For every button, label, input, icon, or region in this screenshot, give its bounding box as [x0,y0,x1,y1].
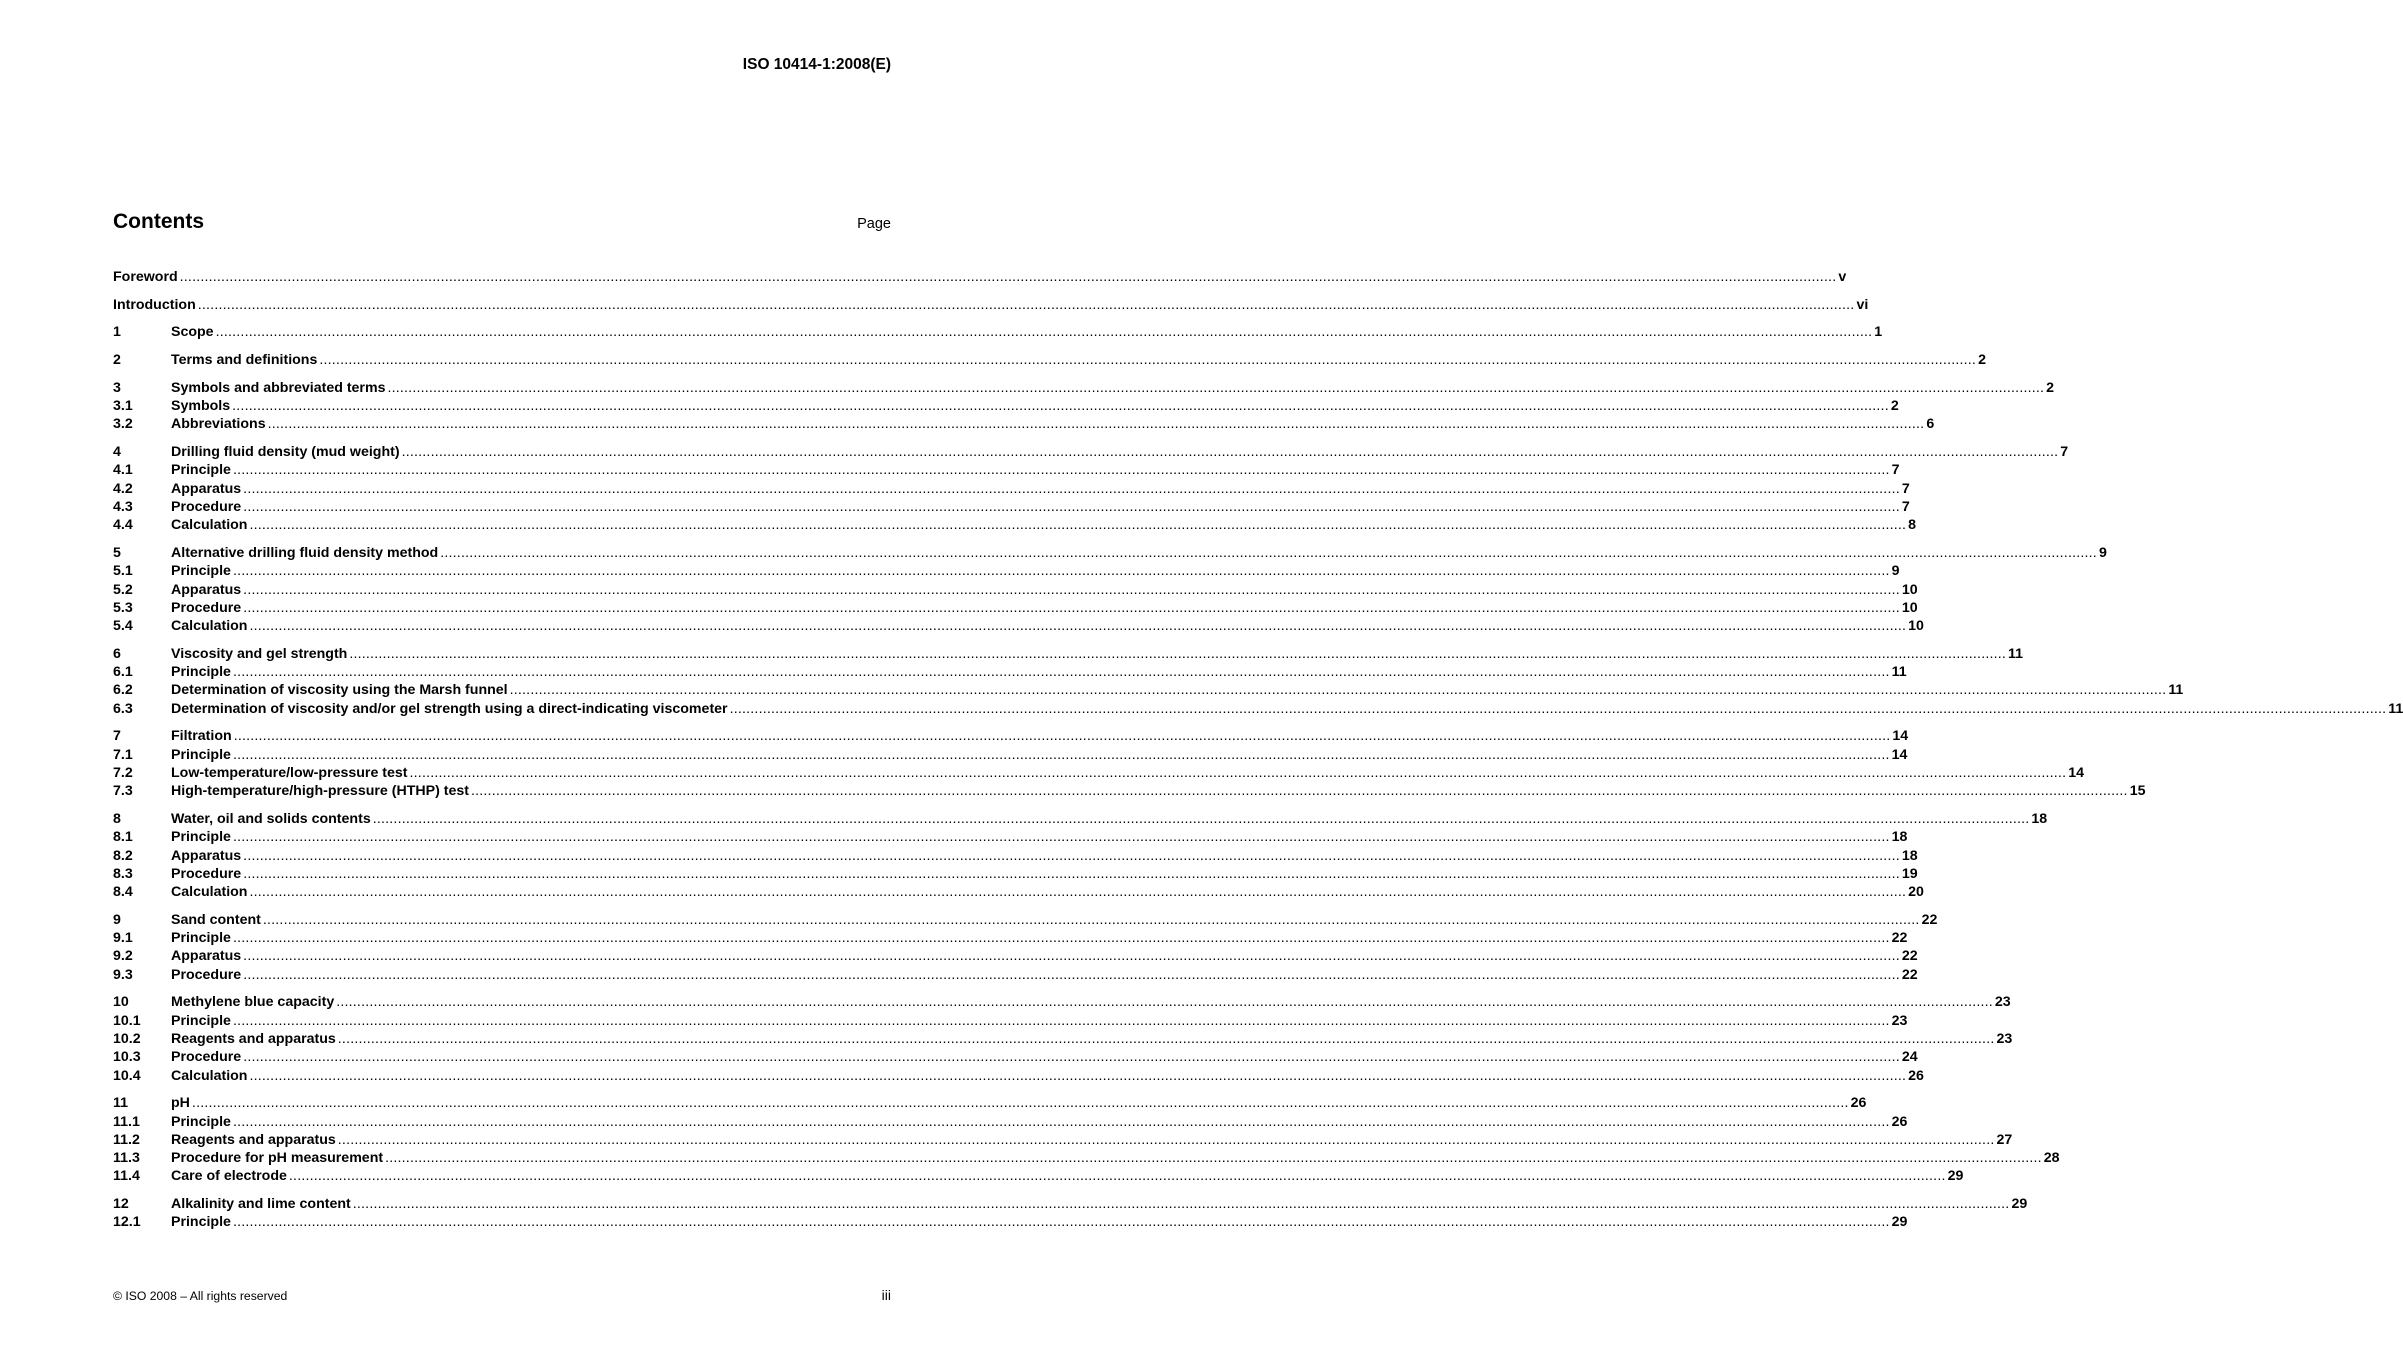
toc-dot-leader: ................................................................................................................................................................................................................................................................................................................................................................................................................ [243,1049,1900,1066]
toc-entry-number: 8.3 [113,865,133,882]
toc-dot-leader: ................................................................................................................................................................................................................................................................................................................................................................................................................ [336,994,1993,1011]
toc-entry[interactable] [113,1048,1918,1066]
toc-entry[interactable] [113,1113,1908,1131]
toc-entry-page: 29 [2011,1196,2028,1213]
toc-entry-page: 18 [2031,810,2048,827]
toc-dot-leader: ................................................................................................................................................................................................................................................................................................................................................................................................................ [243,498,1900,515]
toc-dot-leader: ................................................................................................................................................................................................................................................................................................................................................................................................................ [249,517,1907,534]
toc-group [113,645,2403,718]
toc-entry-number: 11.3 [113,1150,140,1167]
toc-entry-number: 7.2 [113,764,133,781]
toc-entry-page: 2 [2046,379,2055,396]
toc-entry-title: Principle [171,829,231,846]
toc-entry-title: Low-temperature/low-pressure test [171,764,408,781]
toc-entry-page: 29 [1947,1168,1964,1185]
toc-group [113,810,2048,901]
toc-entry-number: 9.2 [113,948,133,965]
toc-entry-title: Principle [171,462,231,479]
toc-entry-title: Symbols [171,398,231,415]
toc-entry-title: Determination of viscosity using the Marsh funnel [171,682,508,699]
toc-entry-page: 28 [2043,1150,2060,1167]
toc-entry-title: Determination of viscosity and/or gel strength using a direct-indicating viscometer [171,700,728,717]
toc-dot-leader: ................................................................................................................................................................................................................................................................................................................................................................................................................ [349,645,2007,662]
toc-entry-number: 4.3 [113,498,133,515]
toc-dot-leader: ................................................................................................................................................................................................................................................................................................................................................................................................................ [729,700,2387,717]
toc-entry[interactable] [113,379,2055,397]
toc-dot-leader: ................................................................................................................................................................................................................................................................................................................................................................................................................ [232,1113,1890,1130]
toc-entry-number: 11 [113,1095,128,1112]
toc-entry-title: Scope [171,324,214,341]
toc-dot-leader: ................................................................................................................................................................................................................................................................................................................................................................................................................ [232,829,1890,846]
toc-entry[interactable] [113,681,2184,699]
toc-entry-page: 14 [1892,728,1909,745]
toc-dot-leader: ................................................................................................................................................................................................................................................................................................................................................................................................................ [232,746,1890,763]
toc-entry-page: 11 [2388,700,2403,717]
toc-entry-page: 11 [2168,682,2184,699]
toc-entry-title: Apparatus [171,847,242,864]
toc-entry[interactable] [113,443,2069,461]
toc-entry-number: 6.1 [113,664,133,681]
toc-entry-number: 4.1 [113,462,133,479]
toc-group [113,379,2055,434]
toc-entry-number: 4.4 [113,517,133,534]
toc-entry[interactable] [113,966,1918,984]
toc-entry-title: pH [171,1095,190,1112]
toc-entry-title: Filtration [171,728,232,745]
toc-dot-leader: ................................................................................................................................................................................................................................................................................................................................................................................................................ [243,581,1900,598]
toc-entry-number: 11.4 [113,1168,140,1185]
toc-entry-title: Reagents and apparatus [171,1030,336,1047]
toc-dot-leader: ................................................................................................................................................................................................................................................................................................................................................................................................................ [243,847,1900,864]
toc-entry-page: 11 [2008,645,2024,662]
toc-entry[interactable] [113,415,1935,433]
toc-entry-page: 8 [1908,517,1917,534]
contents-title: Contents [113,210,204,233]
toc-entry-number: 4 [113,444,121,461]
toc-entry-number: 7.3 [113,783,133,800]
toc-dot-leader: ................................................................................................................................................................................................................................................................................................................................................................................................................ [191,1095,1849,1112]
toc-entry[interactable] [113,1067,1924,1085]
toc-dot-leader: ................................................................................................................................................................................................................................................................................................................................................................................................................ [232,398,1889,415]
toc-entry[interactable] [113,480,1910,498]
toc-entry-number: 2 [113,352,121,369]
toc-entry-page: 14 [2068,764,2084,781]
toc-entry-title: Calculation [171,618,248,635]
toc-dot-leader: ................................................................................................................................................................................................................................................................................................................................................................................................................ [288,1168,1946,1185]
toc-entry-title: Apparatus [171,948,242,965]
toc-entry[interactable] [113,323,1883,341]
document-id: ISO 10414-1:2008(E) [742,56,891,73]
toc-entry-page: 22 [1901,948,1918,965]
toc-entry-title: Principle [171,1214,231,1231]
toc-dot-leader: ................................................................................................................................................................................................................................................................................................................................................................................................................ [232,664,1890,681]
toc-entry-number: 10.1 [113,1012,141,1029]
toc-group [113,993,2013,1084]
toc-entry-page: 1 [1874,324,1883,341]
toc-entry-page: 18 [1891,829,1908,846]
toc-entry[interactable] [113,993,2011,1011]
toc-entry-title: Calculation [171,517,248,534]
toc-entry[interactable] [113,1213,1908,1231]
toc-entry-page: 15 [2129,783,2146,800]
toc-entry-title: Reagents and apparatus [171,1131,336,1148]
toc-entry[interactable] [113,1195,2028,1213]
toc-entry-page: 19 [1901,865,1918,882]
toc-entry-number: 8.2 [113,847,133,864]
toc-entry-page: 6 [1926,416,1935,433]
footer-page-number: iii [881,1287,891,1303]
toc-entry-title: Terms and definitions [171,352,318,369]
toc-entry-title: Viscosity and gel strength [171,645,348,662]
toc-entry[interactable] [113,461,1900,479]
toc-entry-number: 6.3 [113,700,133,717]
toc-entry-title: Symbols and abbreviated terms [171,379,386,396]
toc-entry-title: High-temperature/high-pressure (HTHP) test [171,783,469,800]
toc-entry[interactable] [113,544,2107,562]
toc-entry[interactable] [113,1149,2060,1167]
toc-entry-title: Procedure [171,498,242,515]
page-column-label: Page [857,216,891,232]
toc-dot-leader: ................................................................................................................................................................................................................................................................................................................................................................................................................ [243,599,1900,616]
toc-entry-page: 10 [1901,599,1918,616]
toc-entry-title: Foreword [113,269,178,285]
toc-dot-leader: ................................................................................................................................................................................................................................................................................................................................................................................................................ [232,930,1890,947]
toc-entry[interactable] [113,746,1908,764]
toc-entry[interactable] [113,700,2403,718]
toc-entry[interactable] [113,929,1908,947]
toc-entry[interactable] [113,847,1918,865]
toc-entry-title: Principle [171,664,231,681]
toc-entry-page: 9 [1891,563,1900,580]
toc-group [113,544,2107,635]
toc-entry-page: vi [1856,296,1869,313]
toc-entry-number: 8 [113,810,121,827]
toc-entry-page: 20 [1908,884,1924,901]
toc-entry-number: 9 [113,911,121,928]
toc-entry-number: 6 [113,645,121,662]
toc-entry-page: 26 [1891,1113,1908,1130]
toc-dot-leader: ................................................................................................................................................................................................................................................................................................................................................................................................................ [387,379,2045,396]
toc-dot-leader: ................................................................................................................................................................................................................................................................................................................................................................................................................ [232,1214,1890,1231]
toc-dot-leader: ................................................................................................................................................................................................................................................................................................................................................................................................................ [249,618,1907,635]
toc-entry[interactable] [113,1030,2013,1048]
toc-entry-number: 11.1 [113,1113,140,1130]
toc-group [113,911,1938,984]
toc-entry[interactable] [113,764,2084,782]
toc-entry-title: Drilling fluid density (mud weight) [171,444,400,461]
toc-entry[interactable] [113,1094,1867,1112]
toc-entry-number: 9.1 [113,930,133,947]
toc-entry-title: Calculation [171,884,248,901]
toc-entry[interactable] [113,947,1918,965]
toc-group [113,727,2146,800]
toc-entry-page: 22 [1921,911,1938,928]
toc-dot-leader: ................................................................................................................................................................................................................................................................................................................................................................................................................ [337,1131,1995,1148]
toc-dot-leader: ................................................................................................................................................................................................................................................................................................................................................................................................................ [267,416,1925,433]
toc-entry[interactable] [113,599,1918,617]
toc-dot-leader: ................................................................................................................................................................................................................................................................................................................................................................................................................ [470,783,2128,800]
toc-dot-leader: ................................................................................................................................................................................................................................................................................................................................................................................................................ [249,1067,1907,1084]
toc-entry-number: 12.1 [113,1214,141,1231]
toc-entry-number: 5.2 [113,581,133,598]
toc-entry-number: 5.3 [113,599,133,616]
toc-entry[interactable] [113,1131,2013,1149]
toc-dot-leader: ................................................................................................................................................................................................................................................................................................................................................................................................................ [385,1150,2042,1167]
toc-dot-leader: ................................................................................................................................................................................................................................................................................................................................................................................................................ [243,865,1900,882]
toc-entry-page: 7 [1891,462,1900,479]
table-of-contents [113,268,2403,1241]
toc-entry-page: 23 [1994,994,2011,1011]
toc-entry-title: Procedure [171,865,242,882]
toc-entry-page: v [1838,269,1847,285]
toc-entry-title: Alkalinity and lime content [171,1196,351,1213]
toc-dot-leader: ................................................................................................................................................................................................................................................................................................................................................................................................................ [243,948,1900,965]
toc-entry-title: Alternative drilling fluid density method [171,544,439,561]
toc-group [113,296,1869,314]
toc-entry-title: Principle [171,1012,231,1029]
toc-entry-title: Principle [171,1113,231,1130]
toc-dot-leader: ................................................................................................................................................................................................................................................................................................................................................................................................................ [232,1012,1890,1029]
footer-copyright: © ISO 2008 – All rights reserved [113,1289,288,1303]
toc-dot-leader: ................................................................................................................................................................................................................................................................................................................................................................................................................ [232,563,1890,580]
toc-entry-page: 22 [1901,966,1918,983]
toc-entry-page: 23 [1891,1012,1908,1029]
toc-entry-title: Care of electrode [171,1168,287,1185]
toc-entry[interactable] [113,782,2146,800]
toc-entry-page: 23 [1996,1030,2013,1047]
toc-entry-title: Introduction [113,296,196,313]
toc-entry-number: 9.3 [113,966,133,983]
toc-entry-title: Procedure [171,966,242,983]
toc-entry[interactable] [113,1167,1964,1185]
toc-entry-title: Procedure [171,599,242,616]
toc-group [113,351,1986,369]
toc-entry-number: 4.2 [113,480,133,497]
toc-entry-number: 8.1 [113,829,133,846]
toc-entry[interactable] [113,810,2048,828]
toc-entry-page: 10 [1901,581,1918,598]
toc-dot-leader: ................................................................................................................................................................................................................................................................................................................................................................................................................ [179,269,1837,285]
toc-entry-page: 7 [1901,498,1910,515]
toc-dot-leader: ................................................................................................................................................................................................................................................................................................................................................................................................................ [262,911,1920,928]
toc-dot-leader: ................................................................................................................................................................................................................................................................................................................................................................................................................ [243,480,1900,497]
toc-entry[interactable] [113,865,1918,883]
toc-entry-number: 10.4 [113,1067,141,1084]
toc-entry[interactable] [113,1012,1908,1030]
toc-entry-number: 1 [113,324,121,341]
toc-entry[interactable] [113,397,1899,415]
toc-entry-number: 7.1 [113,746,133,763]
toc-entry-title: Procedure [171,1049,242,1066]
toc-entry-number: 3 [113,379,121,396]
toc-entry-title: Apparatus [171,581,242,598]
toc-dot-leader: ................................................................................................................................................................................................................................................................................................................................................................................................................ [372,810,2030,827]
toc-entry-page: 14 [1891,746,1908,763]
toc-entry-number: 8.4 [113,884,133,901]
toc-entry[interactable] [113,562,1900,580]
toc-entry-title: Principle [171,746,231,763]
toc-group [113,1195,2028,1232]
toc-entry[interactable] [113,911,1938,929]
toc-dot-leader: ................................................................................................................................................................................................................................................................................................................................................................................................................ [319,352,1977,369]
toc-entry-number: 10 [113,994,129,1011]
toc-entry-title: Calculation [171,1067,248,1084]
toc-entry-title: Procedure for pH measurement [171,1150,384,1167]
toc-entry[interactable] [113,516,1917,534]
toc-dot-leader: ................................................................................................................................................................................................................................................................................................................................................................................................................ [249,884,1907,901]
toc-entry-page: 7 [2060,444,2069,461]
toc-entry-number: 12 [113,1196,129,1213]
toc-entry-number: 3.2 [113,416,133,433]
toc-entry[interactable] [113,727,1909,745]
toc-entry-page: 18 [1901,847,1918,864]
toc-dot-leader: ................................................................................................................................................................................................................................................................................................................................................................................................................ [352,1196,2010,1213]
toc-entry-page: 27 [1996,1131,2013,1148]
toc-entry-page: 2 [1978,352,1986,369]
toc-entry[interactable] [113,351,1986,369]
toc-dot-leader: ................................................................................................................................................................................................................................................................................................................................................................................................................ [232,462,1890,479]
toc-entry-title: Sand content [171,911,261,928]
toc-entry-title: Apparatus [171,480,242,497]
toc-group [113,443,2069,534]
toc-entry-number: 5.1 [113,563,133,580]
toc-dot-leader: ................................................................................................................................................................................................................................................................................................................................................................................................................ [440,544,2097,561]
toc-entry-page: 24 [1901,1049,1918,1066]
toc-entry-title: Abbreviations [171,416,266,433]
toc-group [113,323,1883,341]
toc-dot-leader: ................................................................................................................................................................................................................................................................................................................................................................................................................ [509,682,2167,699]
toc-entry[interactable] [113,498,1910,516]
toc-entry-number: 10.2 [113,1030,141,1047]
toc-entry-title: Water, oil and solids contents [171,810,371,827]
toc-entry-number: 7 [113,728,121,745]
toc-entry[interactable] [113,268,1847,286]
toc-entry-page: 22 [1891,930,1908,947]
toc-entry-page: 9 [2098,544,2107,561]
toc-dot-leader: ................................................................................................................................................................................................................................................................................................................................................................................................................ [233,728,1891,745]
toc-entry-number: 5 [113,544,121,561]
toc-entry[interactable] [113,296,1869,314]
toc-dot-leader: ................................................................................................................................................................................................................................................................................................................................................................................................................ [337,1030,1995,1047]
toc-entry-number: 3.1 [113,398,133,415]
toc-entry[interactable] [113,663,1907,681]
toc-entry[interactable] [113,883,1924,901]
toc-entry-page: 29 [1891,1214,1908,1231]
toc-entry-title: Methylene blue capacity [171,994,335,1011]
toc-entry-number: 11.2 [113,1131,140,1148]
toc-entry-page: 7 [1901,480,1910,497]
toc-entry-number: 5.4 [113,618,133,635]
toc-entry-page: 11 [1891,664,1907,681]
toc-group [113,1094,2060,1185]
toc-entry[interactable] [113,617,1924,635]
toc-entry-page: 26 [1908,1067,1924,1084]
toc-dot-leader: ................................................................................................................................................................................................................................................................................................................................................................................................................ [401,444,2059,461]
toc-entry-number: 6.2 [113,682,133,699]
toc-dot-leader: ................................................................................................................................................................................................................................................................................................................................................................................................................ [197,296,1855,313]
toc-entry-number: 10.3 [113,1049,141,1066]
toc-entry-page: 26 [1850,1095,1867,1112]
toc-entry-page: 10 [1908,618,1924,635]
toc-entry-title: Principle [171,930,231,947]
toc-entry-page: 2 [1890,398,1899,415]
toc-entry-title: Principle [171,563,231,580]
toc-dot-leader: ................................................................................................................................................................................................................................................................................................................................................................................................................ [243,966,1900,983]
toc-entry[interactable] [113,645,2024,663]
toc-entry[interactable] [113,828,1908,846]
toc-group [113,268,1847,286]
toc-dot-leader: ................................................................................................................................................................................................................................................................................................................................................................................................................ [215,324,1873,341]
toc-dot-leader: ................................................................................................................................................................................................................................................................................................................................................................................................................ [409,764,2067,781]
toc-entry[interactable] [113,581,1918,599]
